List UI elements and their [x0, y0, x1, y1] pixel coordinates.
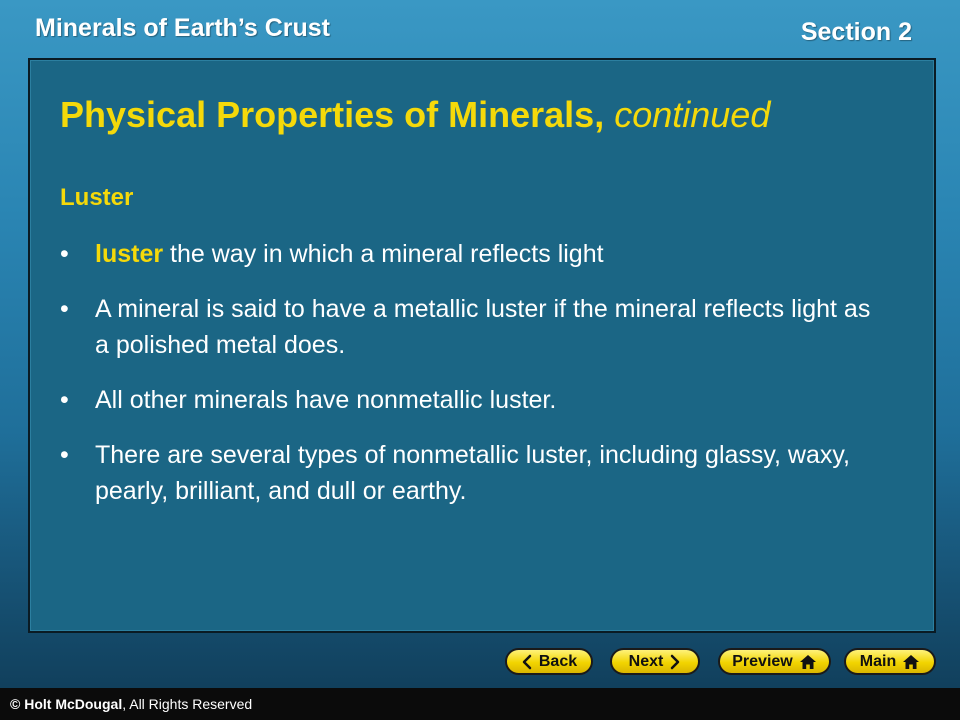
- bullet-marker: •: [60, 295, 69, 323]
- bullet-item: [60, 236, 880, 272]
- bullet-marker: •: [60, 441, 69, 469]
- next-label: Next: [628, 652, 664, 670]
- bullet-item: [60, 382, 880, 418]
- bullet-item: [60, 437, 880, 509]
- chapter-title: Minerals of Earth’s Crust: [35, 14, 330, 42]
- publisher-name: Holt McDougal: [24, 696, 123, 712]
- home-icon: [902, 654, 920, 670]
- back-label: Back: [538, 652, 578, 670]
- copyright-notice: [10, 696, 252, 712]
- rights-text: , All Rights Reserved: [122, 696, 253, 712]
- content-panel: [28, 58, 936, 633]
- chevron-right-icon: [669, 654, 681, 670]
- main-button[interactable]: [844, 648, 936, 675]
- slide-title-continued: continued: [614, 94, 771, 135]
- chevron-left-icon: [521, 654, 533, 670]
- footer-bar: [0, 688, 960, 720]
- bullet-text: A mineral is said to have a metallic luster if the mineral reflects light as a polished metal does.: [95, 295, 871, 359]
- bullet-term: luster: [95, 240, 164, 268]
- section-label: Section 2: [800, 18, 912, 46]
- main-label: Main: [859, 652, 897, 670]
- bullet-list: [60, 236, 880, 528]
- home-icon: [799, 654, 817, 670]
- next-button[interactable]: [610, 648, 700, 675]
- slide-title: [60, 94, 770, 136]
- bullet-marker: •: [60, 386, 69, 414]
- preview-label: Preview: [732, 652, 793, 670]
- slide-title-main: Physical Properties of Minerals,: [60, 94, 605, 135]
- bullet-text: the way in which a mineral reflects light: [163, 240, 604, 268]
- bullet-marker: •: [60, 240, 69, 268]
- copyright-symbol: ©: [10, 696, 21, 712]
- bullet-text: All other minerals have nonmetallic luster.: [95, 386, 557, 414]
- subheading: Luster: [60, 184, 134, 211]
- bullet-text: There are several types of nonmetallic luster, including glassy, waxy, pearly, brilliant, and dull or earthy.: [95, 441, 850, 505]
- preview-button[interactable]: [718, 648, 831, 675]
- back-button[interactable]: [505, 648, 593, 675]
- bullet-item: [60, 291, 880, 363]
